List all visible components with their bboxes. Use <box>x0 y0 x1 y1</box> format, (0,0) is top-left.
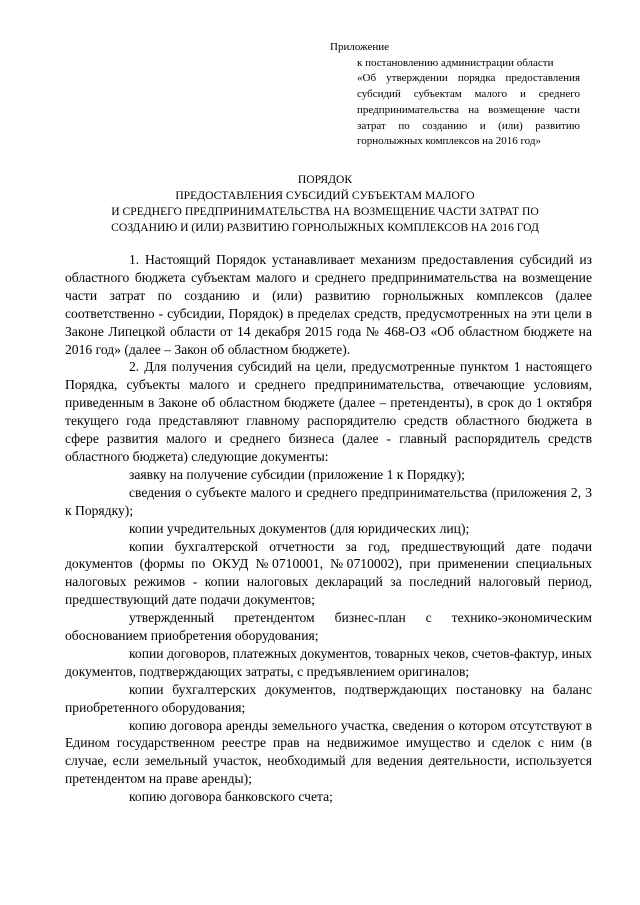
document-title <box>60 172 590 236</box>
list-item: утвержденный претендентом бизнес-план с технико-экономическим обоснованием приобретения оборудования; <box>65 610 592 644</box>
list-item: копии бухгалтерских документов, подтверждающих постановку на баланс приобретенного оборудования; <box>65 681 592 715</box>
title-line-4: СОЗДАНИЮ И (ИЛИ) РАЗВИТИЮ ГОРНОЛЫЖНЫХ КОМПЛЕКСОВ НА 2016 ГОД <box>111 221 539 234</box>
title-line-2: ПРЕДОСТАВЛЕНИЯ СУБСИДИЙ СУБЪЕКТАМ МАЛОГО <box>175 189 475 202</box>
annex-title: «Об утверждении порядка предоставления субсидий субъектам малого и среднего предпринимательства на возмещение части затрат по созданию и (или) развитию горнолыжных комплексов на 2016 год» <box>357 72 580 148</box>
list-item: сведения о субъекте малого и среднего предпринимательства (приложения 2, 3 к Порядку); <box>65 484 592 518</box>
list-item: копии бухгалтерской отчетности за год, предшествующий дате подачи документов (формы по ОКУД №0710001, №0710002), при применении специальных налоговых режимов - копии налоговых деклараций за последний налоговый период, предшествующий дате подачи документов; <box>65 538 592 608</box>
list-item: заявку на получение субсидии (приложение 1 к Порядку); <box>129 466 465 482</box>
annex-reference: к постановлению администрации области <box>357 56 554 69</box>
list-item: копию договора аренды земельного участка, сведения о котором отсутствуют в Едином государственном реестре прав на недвижимое имущество и сделок с ним (в случае, если земельный участок, необходимый для ведения деятельности, используется претендентом на праве аренды); <box>65 717 592 787</box>
paragraph-1: 1. Настоящий Порядок устанавливает механизм предоставления субсидий из областного бюджета субъектам малого и среднего предпринимательства на возмещение части затрат по созданию и (или) развитию горнолыжных комплексов (далее соответственно - субсидии, Порядок) в пределах средств, предусмотренных на эти цели в Законе Липецкой области от 14 декабря 2015 года № 468-ОЗ «Об областном бюджете на 2016 год» (далее – Закон об областном бюджете). <box>65 252 592 357</box>
document-body <box>65 251 592 806</box>
annex-heading: Приложение <box>330 41 390 53</box>
title-line-1: ПОРЯДОК <box>297 173 353 186</box>
annex-block <box>330 40 580 150</box>
list-item: копии договоров, платежных документов, товарных чеков, счетов-фактур, иных документов, подтверждающих затраты, с предъявлением оригиналов; <box>65 645 592 679</box>
list-item: копии учредительных документов (для юридических лиц); <box>129 520 470 536</box>
list-item: копию договора банковского счета; <box>129 789 333 805</box>
paragraph-2: 2. Для получения субсидий на цели, предусмотренные пунктом 1 настоящего Порядка, субъекты малого и среднего предпринимательства, отвечающие условиям, приведенным в Законе об областном бюджете (далее – претенденты), в срок до 1 октября текущего года представляют главному распорядителю средств областного бюджета в сфере развития малого и среднего бизнеса (далее - главный распорядитель средств областного бюджета) следующие документы: <box>65 359 592 464</box>
title-line-3: И СРЕДНЕГО ПРЕДПРИНИМАТЕЛЬСТВА НА ВОЗМЕЩЕНИЕ ЧАСТИ ЗАТРАТ ПО <box>111 205 539 218</box>
